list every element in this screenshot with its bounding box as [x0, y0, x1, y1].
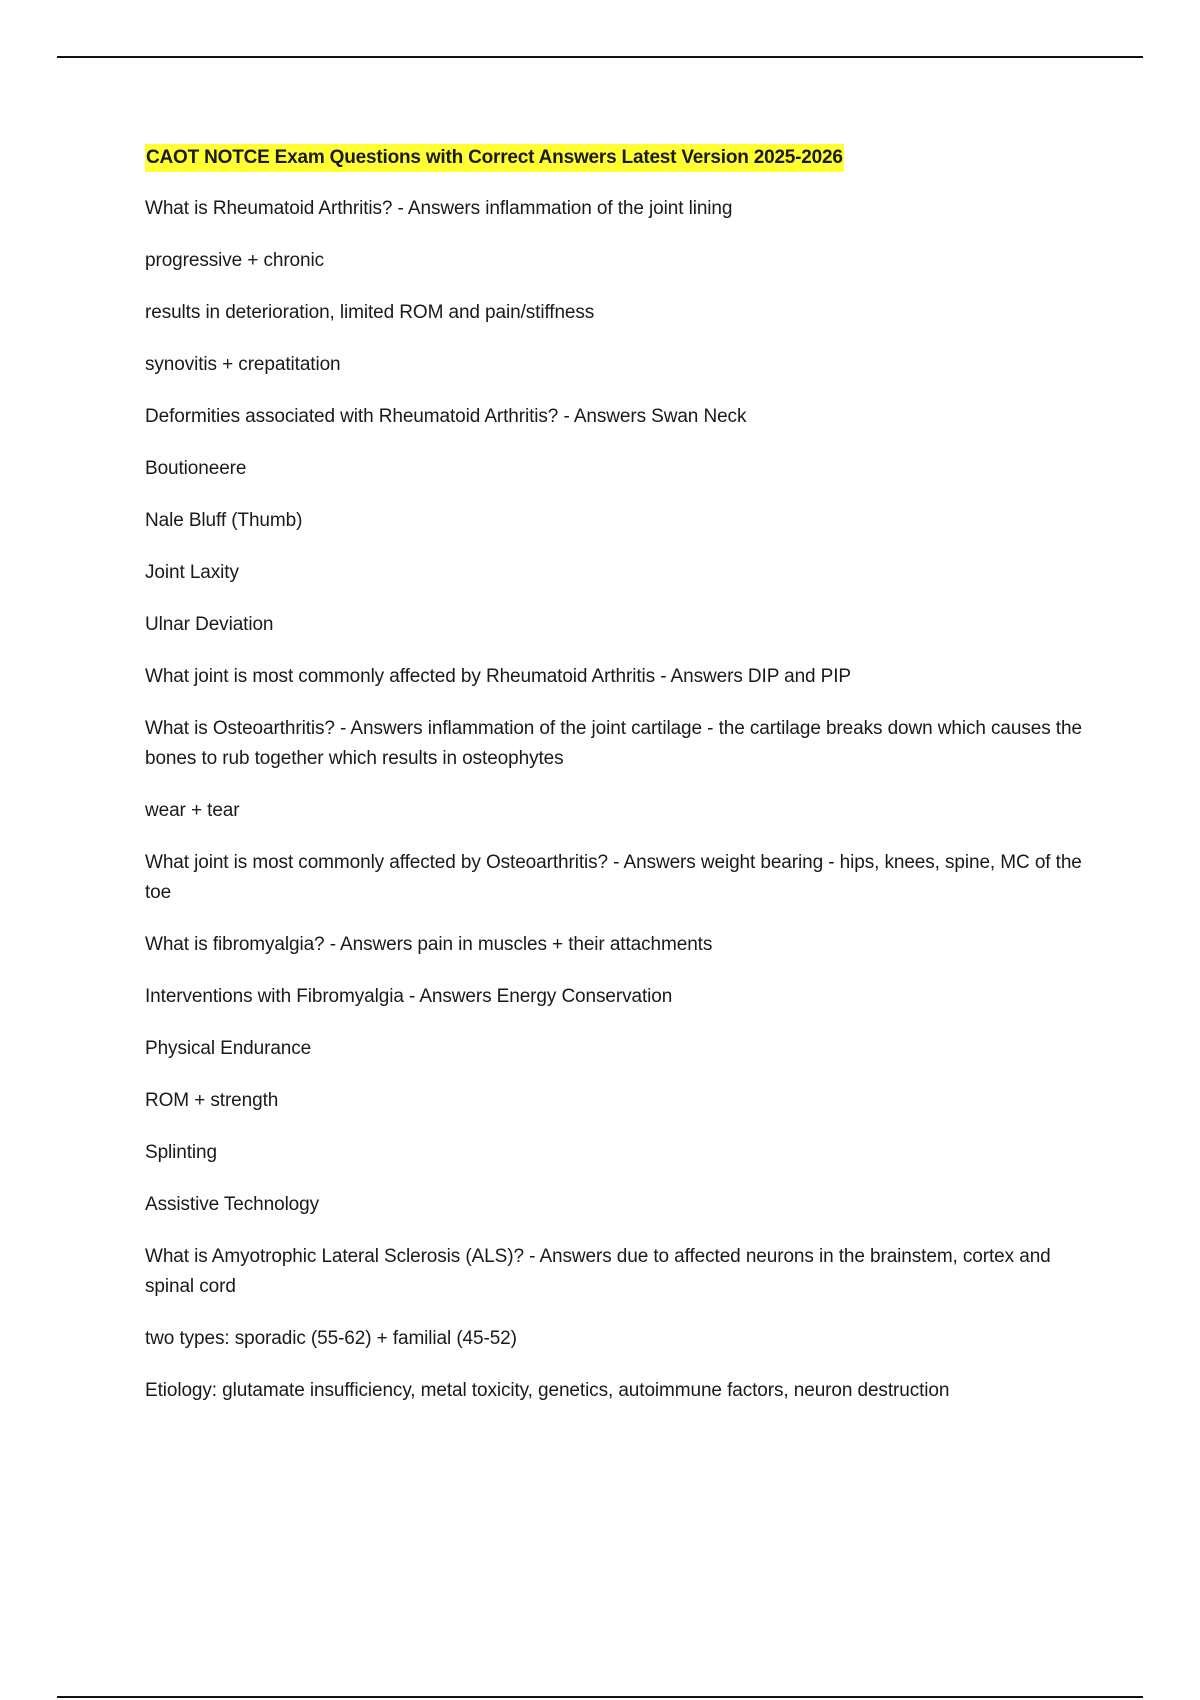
- paragraph: Boutioneere: [145, 458, 247, 479]
- paragraph: Splinting: [145, 1142, 217, 1163]
- header-rule: [57, 56, 1143, 58]
- paragraph: What is Rheumatoid Arthritis? - Answers inflammation of the joint lining: [145, 198, 733, 219]
- paragraph: Deformities associated with Rheumatoid Arthritis? - Answers Swan Neck: [145, 406, 747, 427]
- paragraph: Joint Laxity: [145, 562, 239, 583]
- paragraph: progressive + chronic: [145, 250, 325, 271]
- paragraph: What is fibromyalgia? - Answers pain in muscles + their attachments: [145, 934, 713, 955]
- footer-rule: [57, 1696, 1143, 1698]
- paragraph: wear + tear: [145, 800, 240, 821]
- document-title-wrap: [145, 144, 1095, 194]
- paragraph: Interventions with Fibromyalgia - Answers Energy Conservation: [145, 986, 673, 1007]
- paragraph: Nale Bluff (Thumb): [145, 510, 303, 531]
- paragraph: synovitis + crepatitation: [145, 354, 341, 375]
- paragraph: ROM + strength: [145, 1090, 279, 1111]
- paragraph: Ulnar Deviation: [145, 614, 274, 635]
- paragraph: results in deterioration, limited ROM and pain/stiffness: [145, 302, 595, 323]
- document-title: CAOT NOTCE Exam Questions with Correct Answers Latest Version 2025-2026: [145, 144, 844, 172]
- paragraph: What joint is most commonly affected by Rheumatoid Arthritis - Answers DIP and PIP: [145, 666, 852, 687]
- document-body: [145, 144, 1095, 1428]
- paragraph: What is Amyotrophic Lateral Sclerosis (ALS)? - Answers due to affected neurons in the brainstem, cortex and spinal cord: [145, 1246, 1051, 1297]
- paragraph: Assistive Technology: [145, 1194, 320, 1215]
- paragraph: What joint is most commonly affected by Osteoarthritis? - Answers weight bearing - hips, knees, spine, MC of the toe: [145, 852, 1082, 903]
- paragraph: two types: sporadic (55-62) + familial (45-52): [145, 1328, 517, 1349]
- paragraph: Physical Endurance: [145, 1038, 312, 1059]
- paragraph: What is Osteoarthritis? - Answers inflammation of the joint cartilage - the cartilage breaks down which causes the bones to rub together which results in osteophytes: [145, 718, 1082, 769]
- paragraph: Etiology: glutamate insufficiency, metal toxicity, genetics, autoimmune factors, neuron destruction: [145, 1380, 950, 1401]
